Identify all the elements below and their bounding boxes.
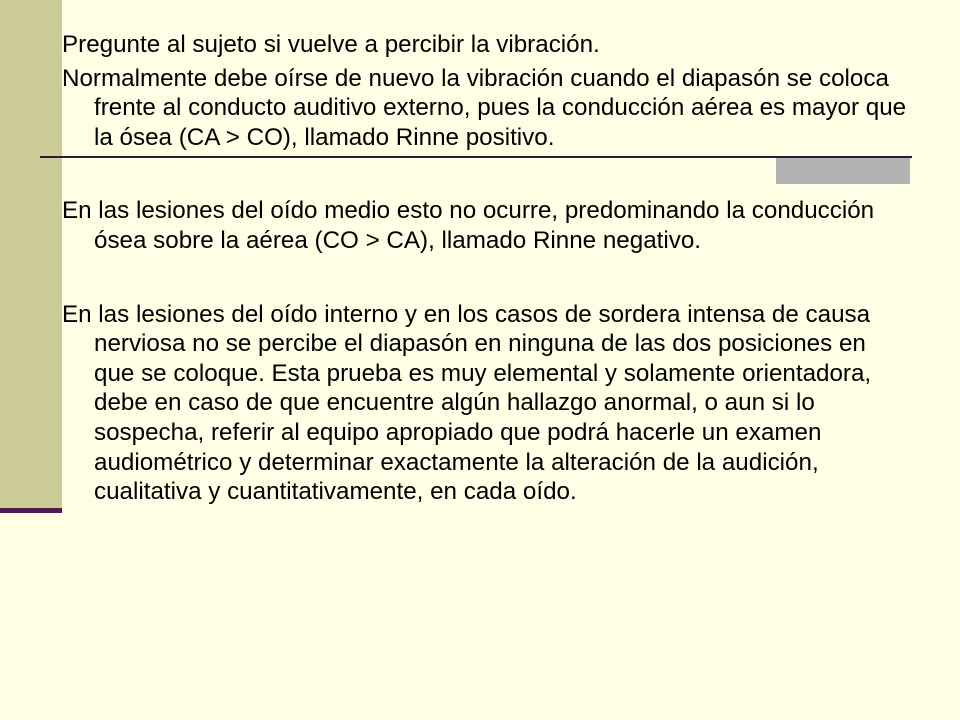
sidebar-accent-line [0, 508, 62, 513]
slide-body [62, 30, 908, 507]
gray-accent-block [776, 158, 910, 184]
paragraph-3: En las lesiones del oído medio esto no ocurre, predominando la conducción ósea sobre la aérea (CO > CA), llamado Rinne negativo. [62, 197, 875, 254]
paragraph-4: En las lesiones del oído interno y en los casos de sordera intensa de causa nerviosa no se percibe el diapasón en ninguna de las dos posiciones en que se coloque. Esta prueba es muy elemental y solamente orientadora, debe en caso de que encuentre algún hallazgo anormal, o aun si lo sospecha, referir al equipo apropiado que podrá hacerle un examen audiométrico y determinar exactamente la alteración de la audición, cualitativa y cuantitativamente, en cada oído. [62, 300, 872, 506]
paragraph-gap [62, 256, 908, 300]
paragraph-1: Pregunte al sujeto si vuelve a percibir la vibración. [62, 31, 600, 58]
sidebar-bar [0, 0, 62, 512]
paragraph-2: Normalmente debe oírse de nuevo la vibración cuando el diapasón se coloca frente al conducto auditivo externo, pues la conducción aérea es mayor que la ósea (CA > CO), llamado Rinne positivo. [62, 64, 907, 151]
